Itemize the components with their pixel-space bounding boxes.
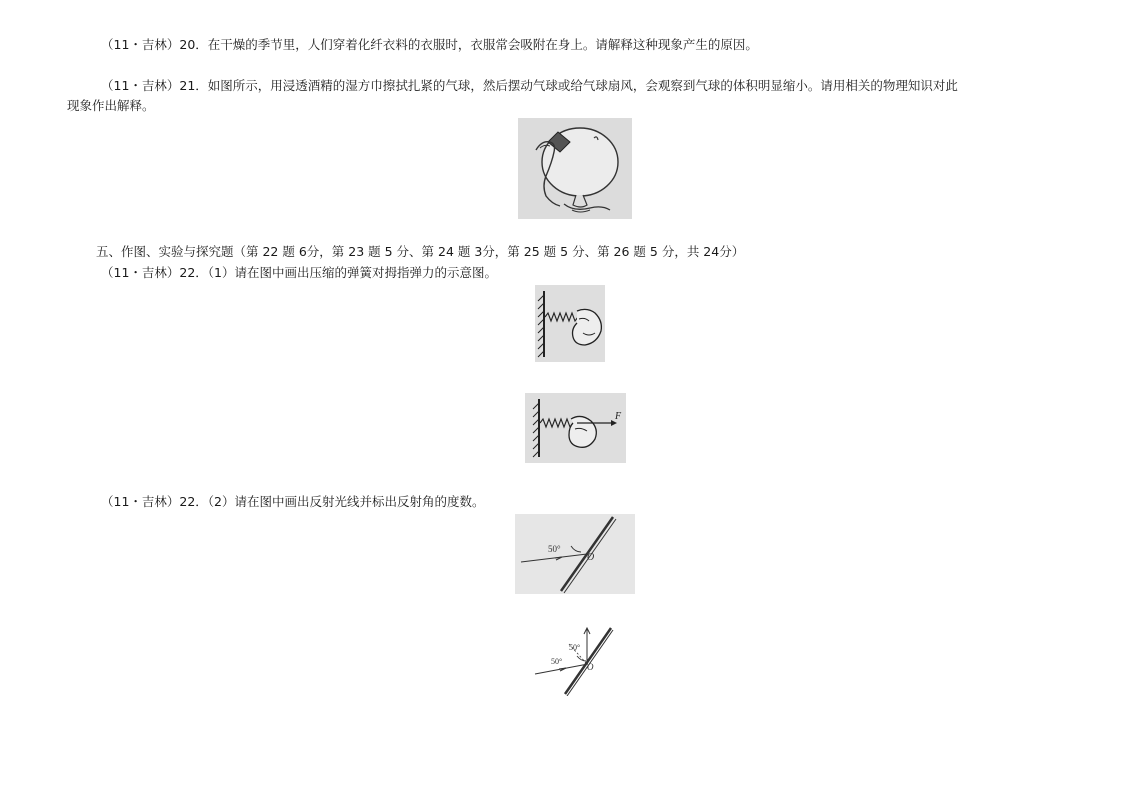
question-22-2-text: （11・吉林）22．（2）请在图中画出反射光线并标出反射角的度数。	[101, 494, 485, 509]
reflect-angle-label: 50°	[569, 643, 581, 652]
spring-answer-figure	[525, 393, 626, 463]
question-21-text-line2: 现象作出解释。	[67, 98, 155, 113]
point-o-label: O	[587, 552, 595, 563]
section-5-title: 五、作图、实验与探究题（第 22 题 6分，第 23 题 5 分、第 24 题 3分，第 25 题 5 分、第 26 题 5 分，共 24分）	[96, 244, 745, 259]
force-label: F	[615, 411, 622, 422]
angle-label: 50°	[548, 544, 561, 554]
incident-angle-label: 50°	[551, 657, 563, 666]
question-20-text: （11・吉林）20．在干燥的季节里，人们穿着化纤衣料的衣服时，衣服常会吸附在身上。请解释这种现象产生的原因。	[101, 37, 758, 52]
spring-question-figure	[535, 285, 605, 362]
mirror-question-figure	[515, 514, 635, 594]
question-22-1-text: （11・吉林）22．（1）请在图中画出压缩的弹簧对拇指弹力的示意图。	[101, 265, 498, 280]
question-21-text-line1: （11・吉林）21．如图所示，用浸透酒精的湿方巾擦拭扎紧的气球，然后摆动气球或给气球扇风，会观察到气球的体积明显缩小。请用相关的物理知识对此	[101, 78, 958, 93]
point-o-label: O	[587, 662, 594, 672]
mirror-answer-figure	[531, 624, 615, 696]
balloon-figure	[518, 118, 632, 219]
